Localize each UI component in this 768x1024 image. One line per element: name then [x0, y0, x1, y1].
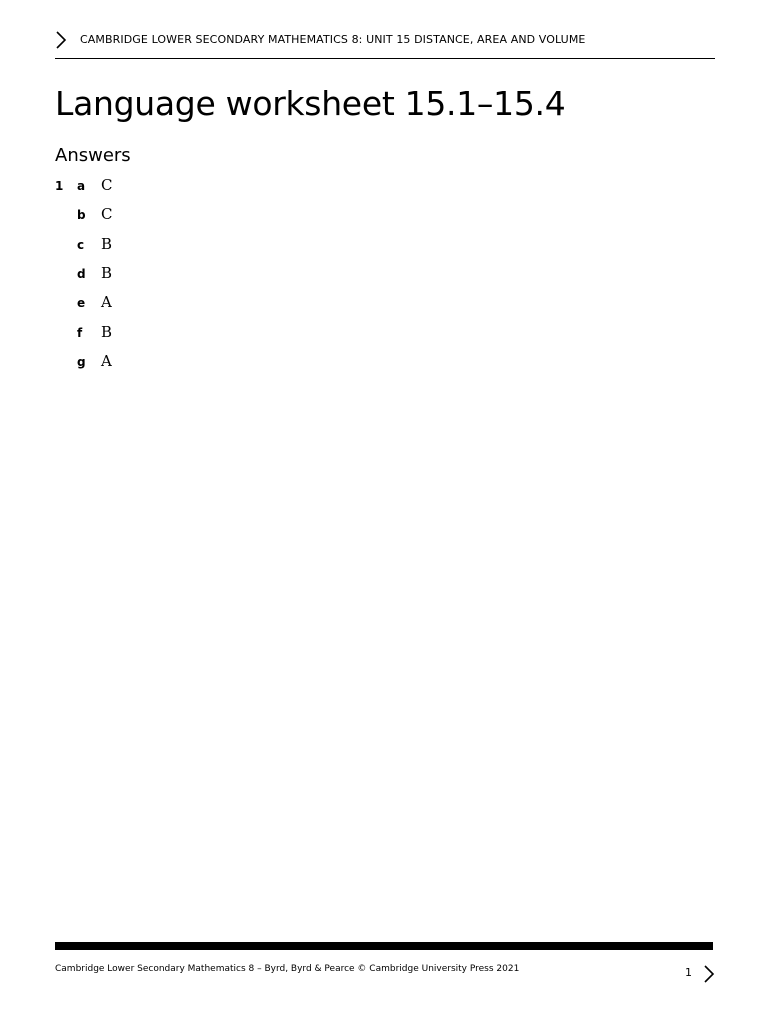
page-header — [55, 28, 715, 59]
answer-letter: a — [77, 179, 86, 193]
section-heading: Answers — [55, 145, 131, 166]
answer-letter: b — [77, 208, 86, 223]
answer-value: A — [101, 351, 112, 370]
footer-rule — [55, 942, 713, 950]
chevron-right-icon[interactable] — [703, 964, 715, 984]
answer-letter: d — [77, 266, 86, 281]
answer-value: B — [101, 234, 113, 253]
answer-letter: c — [77, 237, 85, 252]
answer-letter: f — [77, 325, 83, 340]
answer-value: B — [101, 263, 113, 282]
chevron-right-icon — [55, 30, 67, 50]
question-number: 1 — [55, 179, 64, 193]
answer-value: C — [101, 205, 113, 224]
footer-copyright: Cambridge Lower Secondary Mathematics 8 – Byrd, Byrd & Pearce © Cambridge University Press 2021 — [55, 964, 520, 974]
answer-value: C — [101, 176, 113, 194]
page-title: Language worksheet 15.1–15.4 — [55, 84, 566, 123]
answer-letter: e — [77, 296, 86, 311]
header-title: CAMBRIDGE LOWER SECONDARY MATHEMATICS 8: UNIT 15 DISTANCE, AREA AND VOLUME — [80, 33, 586, 46]
answer-value: A — [101, 293, 112, 312]
answer-value: B — [101, 322, 113, 341]
page-number: 1 — [685, 966, 692, 979]
answer-letter: g — [77, 354, 86, 369]
